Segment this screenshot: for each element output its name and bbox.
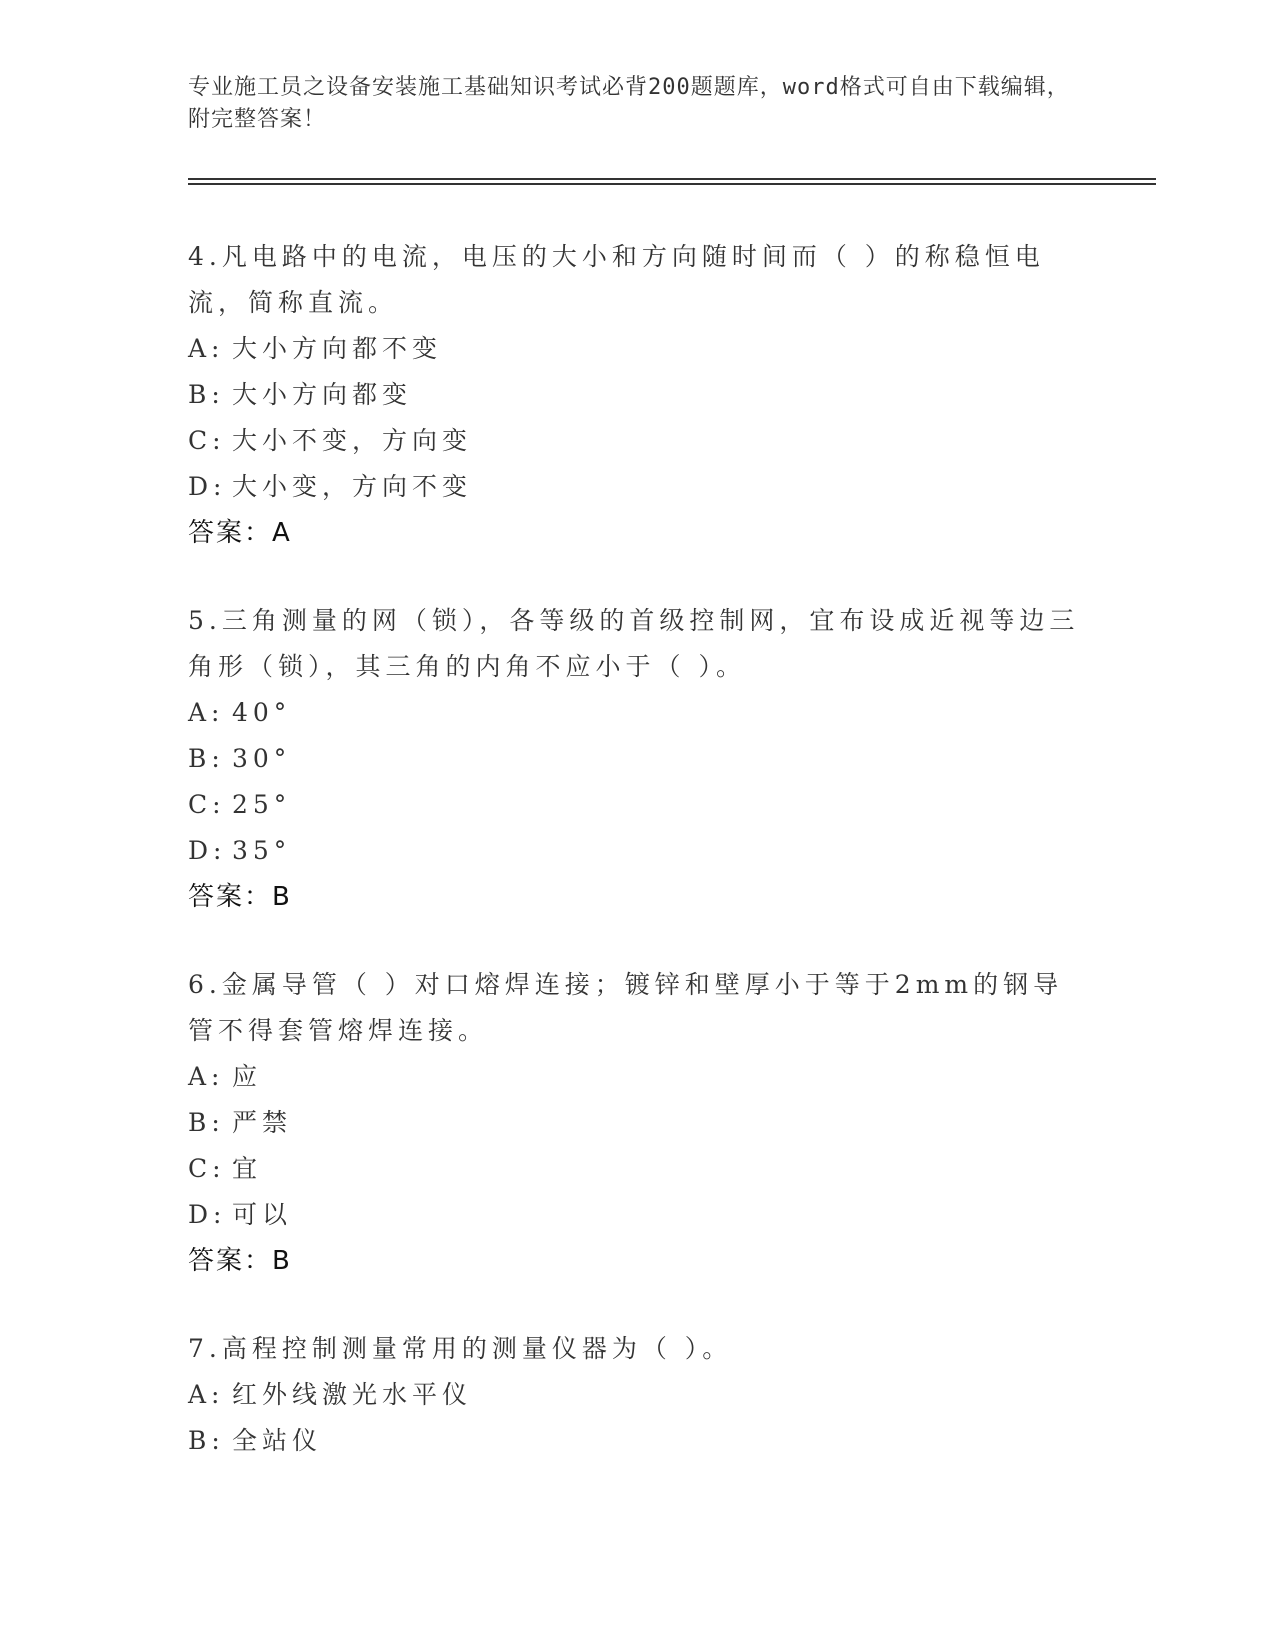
option-label: A: — [188, 1380, 225, 1409]
option-text: 40° — [232, 698, 292, 727]
option-label: B: — [188, 380, 225, 409]
option-c — [188, 782, 1088, 828]
option-text: 严禁 — [232, 1108, 293, 1137]
question-text: 6.金属导管（ ）对口熔焊连接；镀锌和壁厚小于等于2mm的钢导管不得套管熔焊连接。 — [188, 970, 1064, 1045]
option-a — [188, 1372, 1088, 1418]
option-label: A: — [188, 1062, 225, 1091]
option-b — [188, 736, 1088, 782]
option-text: 大小变，方向不变 — [232, 472, 473, 501]
header-title: 专业施工员之设备安装施工基础知识考试必背200题题库，word格式可自由下载编辑，附完整答案！ — [188, 75, 1070, 132]
option-a — [188, 1054, 1088, 1100]
answer: 答案：B — [188, 1246, 292, 1276]
option-d — [188, 464, 1088, 510]
option-label: C: — [188, 790, 226, 819]
question-5 — [188, 598, 1088, 920]
option-label: A: — [188, 334, 225, 363]
option-label: C: — [188, 1154, 226, 1183]
option-label: B: — [188, 1426, 225, 1455]
answer: 答案：B — [188, 882, 292, 912]
option-text: 应 — [232, 1062, 263, 1091]
option-a — [188, 326, 1088, 372]
option-d — [188, 828, 1088, 874]
option-text: 全站仪 — [232, 1426, 323, 1455]
option-b — [188, 1100, 1088, 1146]
option-label: B: — [188, 1108, 225, 1137]
option-b — [188, 372, 1088, 418]
option-text: 大小方向都变 — [232, 380, 413, 409]
option-a — [188, 690, 1088, 736]
option-b — [188, 1418, 1088, 1464]
option-text: 可以 — [232, 1200, 293, 1229]
option-text: 大小不变，方向变 — [232, 426, 473, 455]
document-header — [188, 72, 1078, 136]
option-text: 宜 — [232, 1154, 263, 1183]
option-text: 大小方向都不变 — [232, 334, 443, 363]
option-text: 35° — [232, 836, 292, 865]
answer: 答案：A — [188, 518, 292, 548]
option-label: A: — [188, 698, 225, 727]
option-label: C: — [188, 426, 226, 455]
question-7 — [188, 1326, 1088, 1464]
option-text: 红外线激光水平仪 — [232, 1380, 473, 1409]
option-label: D: — [188, 1200, 227, 1229]
question-6 — [188, 962, 1088, 1284]
option-label: D: — [188, 472, 227, 501]
question-text: 5.三角测量的网（锁），各等级的首级控制网，宜布设成近视等边三角形（锁），其三角的内角不应小于（ ）。 — [188, 606, 1080, 681]
question-4 — [188, 234, 1088, 556]
option-c — [188, 1146, 1088, 1192]
header-divider-bottom — [188, 183, 1156, 185]
option-d — [188, 1192, 1088, 1238]
header-divider-top — [188, 178, 1156, 180]
question-text: 4.凡电路中的电流，电压的大小和方向随时间而（ ）的称稳恒电流，简称直流。 — [188, 242, 1045, 317]
option-label: B: — [188, 744, 225, 773]
question-text: 7.高程控制测量常用的测量仪器为（ ）。 — [188, 1334, 733, 1363]
option-c — [188, 418, 1088, 464]
option-label: D: — [188, 836, 227, 865]
option-text: 25° — [232, 790, 292, 819]
option-text: 30° — [232, 744, 292, 773]
